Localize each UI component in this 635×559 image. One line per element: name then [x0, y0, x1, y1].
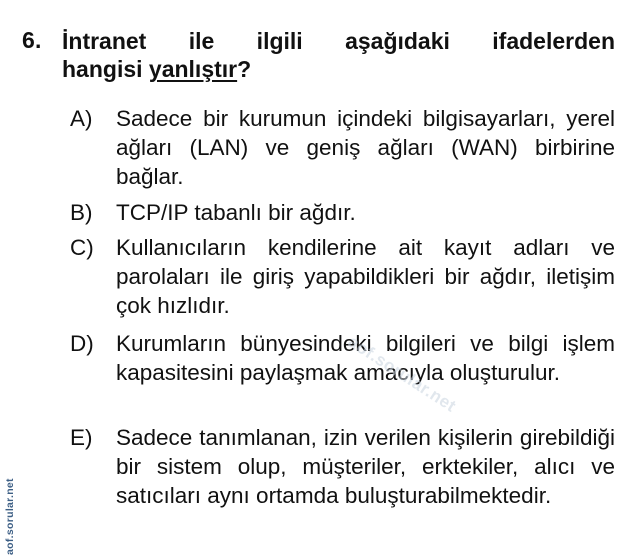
option-a-letter: A)	[70, 106, 93, 131]
option-b[interactable]	[70, 198, 615, 227]
option-c-text: Kullanıcıların kendilerine ait kayıt adları ve parolaları ile giriş yapabildikleri bir ağdır, iletişim çok hızlıdır.	[116, 235, 615, 318]
question-line-2	[62, 55, 615, 83]
option-e[interactable]	[70, 423, 615, 510]
question-line-1: İntranet ile ilgili aşağıdaki ifadelerden	[62, 28, 615, 54]
option-e-text: Sadece tanımlanan, izin verilen kişilerin girebildiği bir sistem olup, müşteriler, erktekiler, alıcı ve satıcıları aynı ortamda buluşturabilmektedir.	[116, 425, 615, 508]
option-b-letter: B)	[70, 200, 93, 225]
question-text	[62, 27, 615, 83]
diagonal-watermark: aof.sorular.net	[344, 332, 460, 416]
option-a[interactable]	[70, 104, 615, 191]
option-d[interactable]	[70, 329, 615, 387]
option-d-text: Kurumların bünyesindeki bilgileri ve bilgi işlem kapasitesini paylaşmak amacıyla oluşturulur.	[116, 331, 615, 385]
option-a-text: Sadece bir kurumun içindeki bilgisayarları, yerel ağları (LAN) ve geniş ağları (WAN) birbirine bağlar.	[116, 106, 615, 189]
option-e-letter: E)	[70, 425, 93, 450]
option-c-letter: C)	[70, 235, 94, 260]
option-b-text: TCP/IP tabanlı bir ağdır.	[116, 200, 356, 225]
question-emphasis: yanlıştır	[148, 56, 238, 82]
option-c[interactable]	[70, 233, 615, 320]
option-d-letter: D)	[70, 331, 94, 356]
side-watermark: aof.sorular.net	[4, 478, 16, 555]
question-prefix: hangisi	[62, 56, 149, 82]
question-suffix: ?	[237, 56, 252, 82]
question-number: 6.	[22, 27, 42, 53]
